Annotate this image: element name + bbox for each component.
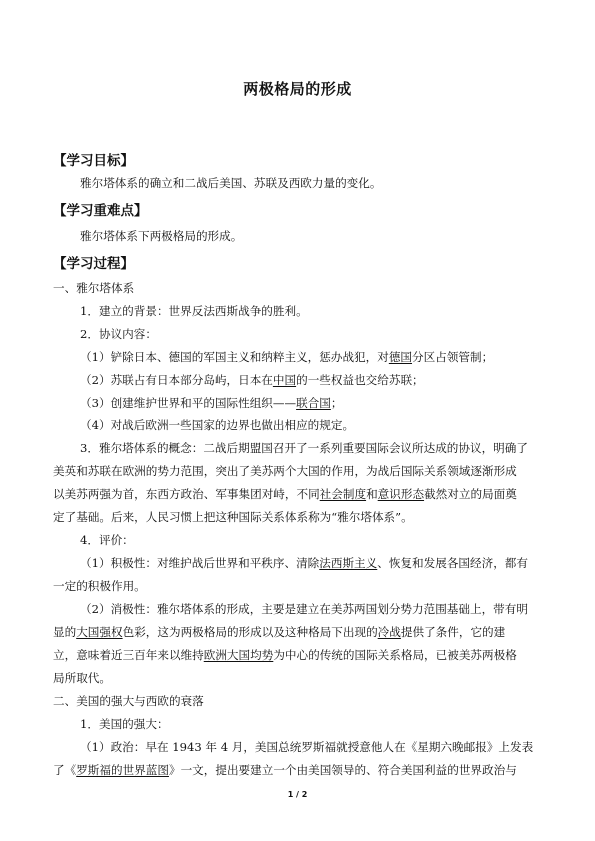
key-points-text: 雅尔塔体系下两极格局的形成。 [80,229,243,243]
agreement-item-2: （2）苏联占有日本部分岛屿，日本在中国的一些权益也交给苏联； [80,373,424,387]
page-title: 两极格局的形成 [243,80,352,98]
underlined-term: 社会制度 [319,487,367,501]
concept-line-1: 3．雅尔塔体系的概念：二战后期盟国召开了一系列重要国际会议所达成的协议，明确了 [80,441,528,455]
paragraph-evaluation: 4．评价： [80,533,134,547]
heading-us-rise: 二、美国的强大与西欧的衰落 [53,694,204,708]
underlined-term: 中国 [272,373,297,387]
evaluation-negative-line-2: 显的大国强权色彩，这为两极格局的形成以及这种格局下出现的冷战提供了条件，它的建 [53,625,506,639]
underlined-term: 法西斯主义 [319,556,378,570]
paragraph-us-strength: 1．美国的强大： [80,717,169,731]
evaluation-positive-line-1: （1）积极性：对维护战后世界和平秩序、清除法西斯主义、恢复和发展各国经济，都有 [80,556,528,570]
objectives-heading: 【学习目标】 [53,153,134,169]
objectives-text: 雅尔塔体系的确立和二战后美国、苏联及西欧力量的变化。 [80,176,382,190]
paragraph-background: 1．建立的背景：世界反法西斯战争的胜利。 [80,304,308,318]
paragraph-agreement: 2．协议内容： [80,327,157,341]
evaluation-negative-line-1: （2）消极性：雅尔塔体系的形成，主要是建立在美苏两国划分势力范围基础上，带有明 [80,602,528,616]
agreement-item-4: （4）对战后欧洲一些国家的边界也做出相应的规定。 [80,418,355,432]
evaluation-negative-line-4: 局所取代。 [53,671,111,685]
politics-line-1: （1）政治：早在 1943 年 4 月，美国总统罗斯福就授意他人在《星期六晚邮报》上发表 [80,740,534,754]
underlined-term: 大国强权 [76,625,123,639]
process-heading: 【学习过程】 [53,256,134,272]
page-number: 1 / 2 [287,790,308,799]
underlined-term: 罗斯福的世界蓝图 [76,763,169,777]
underlined-term: 德国 [388,350,413,364]
evaluation-negative-line-3: 立，意味着近三百年来以维持欧洲大国均势为中心的传统的国际关系格局，已被美苏两极格 [53,648,517,662]
evaluation-positive-line-2: 一定的积极作用。 [53,579,146,593]
key-points-heading: 【学习重难点】 [53,203,148,219]
underlined-term: 联合国 [296,396,331,410]
politics-line-2: 了《罗斯福的世界蓝图》一文，提出要建立一个由美国领导的、符合美国利益的世界政治与 [53,763,517,777]
underlined-term: 冷战 [377,625,401,639]
agreement-item-3: （3）创建维护世界和平的国际性组织——联合国； [80,396,343,410]
underlined-term: 意识形态 [377,487,425,501]
heading-yalta-system: 一、雅尔塔体系 [53,281,135,295]
agreement-item-1: （1）铲除日本、德国的军国主义和纳粹主义，惩办战犯，对德国分区占领管制； [80,350,494,364]
underlined-term: 欧洲大国均势 [203,648,274,662]
concept-line-4: 定了基础。后来，人民习惯上把这种国际关系体系称为“雅尔塔体系”。 [53,510,413,524]
concept-line-2: 美英和苏联在欧洲的势力范围，突出了美苏两个大国的作用，为战后国际关系领域逐渐形成 [53,464,517,478]
concept-line-3: 以美苏两强为首，东西方政治、军事集团对峙，不同社会制度和意识形态截然对立的局面奠 [53,487,517,501]
